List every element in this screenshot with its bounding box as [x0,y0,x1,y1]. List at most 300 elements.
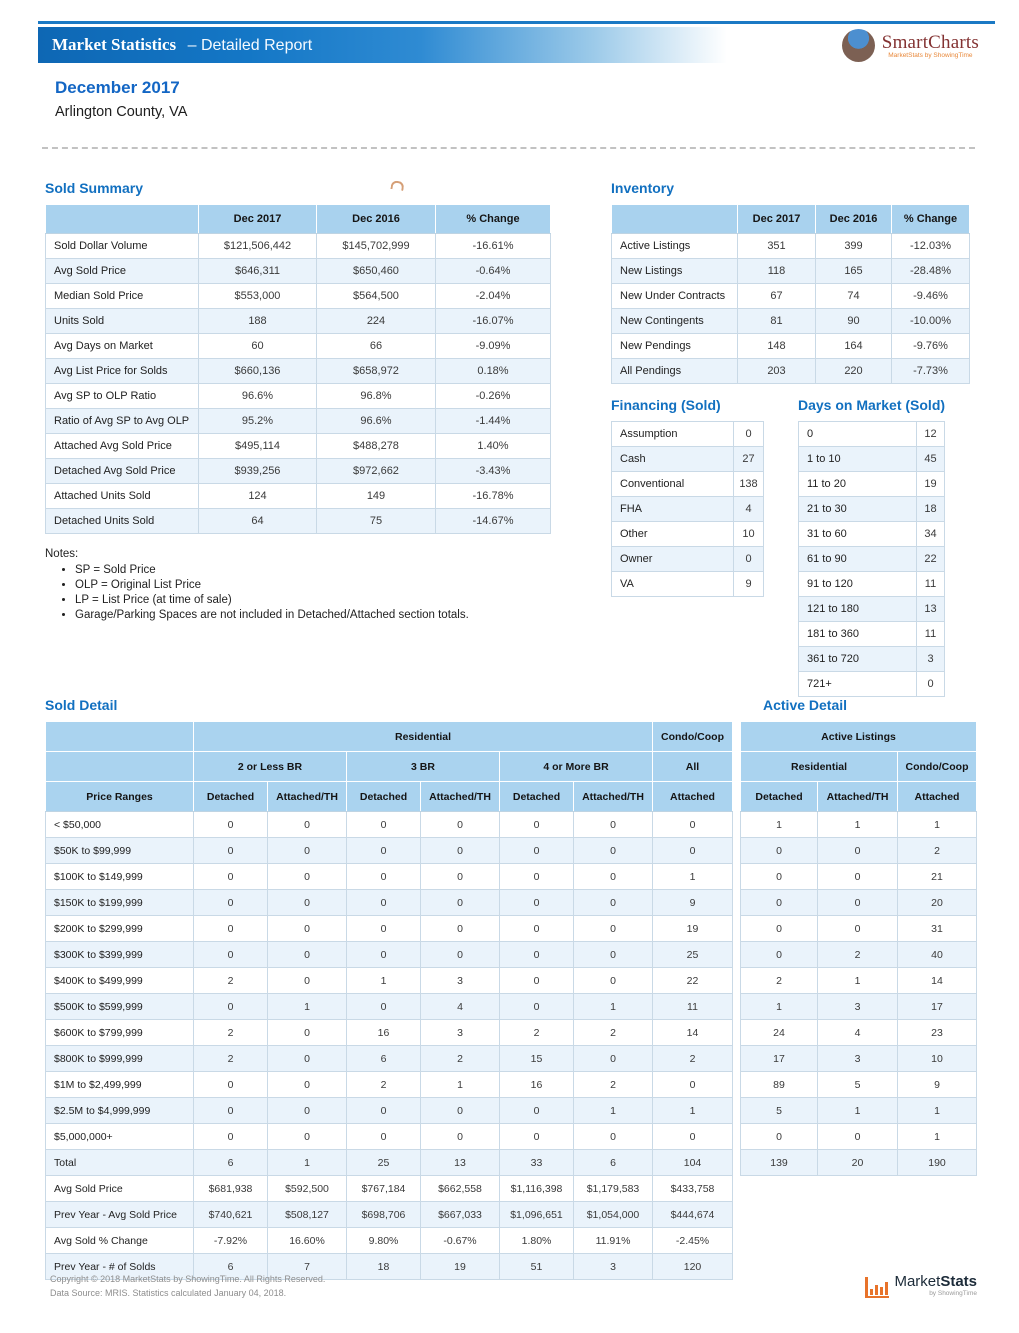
row-label: 21 to 30 [799,497,917,522]
cell-value: $658,972 [317,359,436,384]
cell-value: $564,500 [317,284,436,309]
row-label: All Pendings [612,359,738,384]
cell-value: 0 [194,1124,268,1150]
cell-value: 0 [421,916,500,942]
cell-value: -7.92% [194,1228,268,1254]
table-row [46,968,977,994]
cell-value: 27 [734,447,764,472]
cell-value [733,1124,741,1150]
cell-value: 10 [898,1046,977,1072]
cell-value: 203 [738,359,816,384]
cell-value: 224 [317,309,436,334]
marketstats-logo-text-block [894,1274,977,1298]
cell-value: 0 [194,942,268,968]
cell-value: 40 [898,942,977,968]
cell-value: 0 [194,916,268,942]
note-item: • OLP = Original List Price [75,579,557,591]
sold-summary-title: Sold Summary [45,180,144,196]
cell-value: 0 [734,422,764,447]
cell-value: 0.18% [436,359,551,384]
cell-value: -9.46% [892,284,970,309]
days-on-market-section [798,397,945,697]
cell-value: 188 [199,309,317,334]
cell-value: 11.91% [574,1228,653,1254]
table-row [46,916,977,942]
table-row [46,1176,977,1202]
cell-value: 0 [574,812,653,838]
column-header: Attached/TH [574,782,653,812]
column-header: Residential [741,752,898,782]
cell-value: $495,114 [199,434,317,459]
days-on-market-table [798,421,945,697]
column-header: Detached [194,782,268,812]
cell-value: 164 [816,334,892,359]
cell-value: 3 [574,1254,653,1280]
cell-value: 2 [347,1072,421,1098]
cell-value: -14.67% [436,509,551,534]
cell-value: $767,184 [347,1176,421,1202]
row-label: 61 to 90 [799,547,917,572]
table-row [799,472,945,497]
cell-value: 0 [268,968,347,994]
cell-value: 0 [268,890,347,916]
table-row [612,334,970,359]
table-row [46,1020,977,1046]
cell-value: 2 [194,1020,268,1046]
cell-value: -10.00% [892,309,970,334]
cell-value: 2 [818,942,898,968]
cell-value: -2.04% [436,284,551,309]
cell-value: 25 [653,942,733,968]
cell-value: $1,179,583 [574,1176,653,1202]
days-on-market-title: Days on Market (Sold) [798,397,946,413]
cell-value: $5,000,000+ [46,1124,194,1150]
cell-value [733,1046,741,1072]
active-detail-title: Active Detail [763,697,848,713]
right-column [611,180,971,697]
cell-value [733,994,741,1020]
cell-value: 0 [421,890,500,916]
row-label: Detached Avg Sold Price [46,459,199,484]
column-header: Detached [347,782,421,812]
cell-value: 16.60% [268,1228,347,1254]
row-label: Sold Dollar Volume [46,234,199,259]
cell-value: $2.5M to $4,999,999 [46,1098,194,1124]
cell-value: 0 [653,838,733,864]
table-row [46,459,551,484]
cell-value: 0 [818,1124,898,1150]
cell-value: 0 [500,916,574,942]
cell-value: 0 [574,968,653,994]
cell-value: 138 [734,472,764,497]
cell-value: 4 [818,1020,898,1046]
cell-value: 20 [818,1150,898,1176]
cell-value: 1 [347,968,421,994]
cell-value: -2.45% [653,1228,733,1254]
cell-value [733,942,741,968]
cell-value: -16.61% [436,234,551,259]
table-row [46,1098,977,1124]
cell-value: 1.40% [436,434,551,459]
cell-value: 6 [194,1254,268,1280]
column-header: Condo/Coop [898,752,977,782]
cell-value: 51 [500,1254,574,1280]
cell-value: 0 [268,1020,347,1046]
row-label: 121 to 180 [799,597,917,622]
cell-value: 2 [194,1046,268,1072]
cell-value: 149 [317,484,436,509]
table-row [46,890,977,916]
cell-value [741,1254,818,1280]
cell-value: 0 [500,890,574,916]
cell-value: $433,758 [653,1176,733,1202]
cell-value: 1 [741,994,818,1020]
row-label: 721+ [799,672,917,697]
table-row [799,447,945,472]
cell-value: 0 [421,812,500,838]
column-header: Attached [653,782,733,812]
cell-value: $121,506,442 [199,234,317,259]
cell-value [898,1202,977,1228]
row-label: Active Listings [612,234,738,259]
cell-value: 0 [917,672,945,697]
cell-value: Prev Year - Avg Sold Price [46,1202,194,1228]
cell-value: 0 [268,1124,347,1150]
cell-value: 0 [818,838,898,864]
sold-summary-table [45,204,551,534]
cell-value: -1.44% [436,409,551,434]
column-header: % Change [436,205,551,234]
cell-value: 34 [917,522,945,547]
cell-value: 0 [574,864,653,890]
cell-value: 1 [653,864,733,890]
cell-value: $1,054,000 [574,1202,653,1228]
cell-value: 64 [199,509,317,534]
cell-value: -16.07% [436,309,551,334]
left-column [45,180,557,624]
cell-value: 9.80% [347,1228,421,1254]
cell-value: 0 [347,916,421,942]
table-row [46,409,551,434]
cell-value: 45 [917,447,945,472]
cell-value: 0 [268,1098,347,1124]
cell-value: 2 [421,1046,500,1072]
cell-value: 0 [574,942,653,968]
cell-value: 1 [898,1124,977,1150]
cell-value: 75 [317,509,436,534]
cell-value: 14 [653,1020,733,1046]
notes-title: Notes: [45,548,79,560]
cell-value: $939,256 [199,459,317,484]
cell-value: 2 [741,968,818,994]
cell-value: 139 [741,1150,818,1176]
table-row [46,309,551,334]
table-row [612,497,764,522]
table-row [46,434,551,459]
cell-value: 3 [818,994,898,1020]
table-row [46,1202,977,1228]
cell-value: 2 [574,1020,653,1046]
cell-value: 2 [500,1020,574,1046]
cell-value: 165 [816,259,892,284]
cell-value [733,1254,741,1280]
cell-value: 0 [574,1046,653,1072]
marketstats-logo [865,1274,977,1298]
cell-value: 9 [734,572,764,597]
cell-value: -3.43% [436,459,551,484]
table-row [799,647,945,672]
cell-value: 3 [818,1046,898,1072]
cell-value: 1 [898,1098,977,1124]
cell-value: 5 [818,1072,898,1098]
table-row [46,812,977,838]
cell-value: 2 [653,1046,733,1072]
cell-value: 0 [194,1072,268,1098]
table-row [46,994,977,1020]
smartcharts-logo-text-block [882,32,979,59]
column-header: Detached [500,782,574,812]
cell-value: $150K to $199,999 [46,890,194,916]
cell-value [741,1228,818,1254]
cell-value: 0 [421,838,500,864]
cell-value: 220 [816,359,892,384]
table-row [612,309,970,334]
cell-value: 10 [734,522,764,547]
cell-value: 0 [818,916,898,942]
cell-value: 0 [347,994,421,1020]
cell-value [818,1176,898,1202]
cell-value: 11 [653,994,733,1020]
row-label: 0 [799,422,917,447]
cell-value: 19 [917,472,945,497]
cell-value: -9.76% [892,334,970,359]
cell-value: 0 [421,1098,500,1124]
cell-value: 1 [818,812,898,838]
cell-value: 148 [738,334,816,359]
cell-value: 0 [347,812,421,838]
column-header [612,205,738,234]
cell-value: 20 [898,890,977,916]
smartcharts-logo [842,29,979,62]
cell-value [733,1098,741,1124]
cell-value: 11 [917,572,945,597]
financing-dom-row [611,397,971,697]
table-row [612,284,970,309]
table-row [799,672,945,697]
cell-value: -28.48% [892,259,970,284]
cell-value: 1 [574,1098,653,1124]
cell-value: 0 [500,942,574,968]
top-rule [38,21,995,24]
cell-value: 67 [738,284,816,309]
cell-value: 2 [194,968,268,994]
table-row [46,864,977,890]
cell-value: 3 [421,968,500,994]
table-row [46,942,977,968]
cell-value: 0 [347,1124,421,1150]
table-row [46,838,977,864]
cell-value: 118 [738,259,816,284]
smartcharts-logo-tagline: MarketStats by ShowingTime [888,52,973,59]
cell-value: Total [46,1150,194,1176]
cell-value: 351 [738,234,816,259]
row-label: New Contingents [612,309,738,334]
row-label: Units Sold [46,309,199,334]
cell-value [733,1202,741,1228]
cell-value: $650,460 [317,259,436,284]
column-header: Detached [741,782,818,812]
cell-value [733,812,741,838]
table-row [612,472,764,497]
cell-value: 0 [194,864,268,890]
note-item: • SP = Sold Price [75,564,557,576]
cell-value: 4 [421,994,500,1020]
cell-value: 6 [347,1046,421,1072]
cell-value: 33 [500,1150,574,1176]
row-label: Owner [612,547,734,572]
cell-value: $740,621 [194,1202,268,1228]
table-row [46,334,551,359]
cell-value [733,838,741,864]
inventory-table [611,204,970,384]
table-row [612,359,970,384]
table-row [799,622,945,647]
column-header: 2 or Less BR [194,752,347,782]
row-label: New Under Contracts [612,284,738,309]
cell-value [818,1202,898,1228]
table-row [46,484,551,509]
cell-value: 22 [917,547,945,572]
cell-value: 23 [898,1020,977,1046]
cell-value: 12 [917,422,945,447]
cell-value: 0 [194,1098,268,1124]
cell-value: 0 [500,1098,574,1124]
column-header: Attached [898,782,977,812]
cell-value: 0 [818,890,898,916]
column-header: Dec 2016 [816,205,892,234]
row-label: Attached Avg Sold Price [46,434,199,459]
cell-value: 15 [500,1046,574,1072]
row-label: Avg List Price for Solds [46,359,199,384]
cell-value: 14 [898,968,977,994]
column-header [46,752,194,782]
cell-value: 0 [818,864,898,890]
marketstats-logo-name: MarketStats [894,1273,977,1290]
report-location: Arlington County, VA [55,104,188,120]
cell-value: 17 [741,1046,818,1072]
cell-value: $646,311 [199,259,317,284]
cell-value: -9.09% [436,334,551,359]
footer-data-source: Data Source: MRIS. Statistics calculated January 04, 2018. [50,1288,287,1299]
cell-value: 0 [347,864,421,890]
column-header: Attached/TH [268,782,347,812]
cell-value: 95.2% [199,409,317,434]
cell-value: 1 [898,812,977,838]
cell-value [818,1228,898,1254]
column-header: Residential [194,722,653,752]
table-row [799,497,945,522]
column-header: 4 or More BR [500,752,653,782]
cell-value: 2 [574,1072,653,1098]
note-item: • LP = List Price (at time of sale) [75,594,557,606]
table-row [799,547,945,572]
cell-value: 18 [917,497,945,522]
smartcharts-logo-name: SmartCharts [881,32,979,53]
table-row [46,1150,977,1176]
cell-value: 1 [741,812,818,838]
cell-value: 0 [574,916,653,942]
cell-value: $1M to $2,499,999 [46,1072,194,1098]
cell-value: 0 [741,942,818,968]
row-label: Other [612,522,734,547]
cell-value: 0 [268,812,347,838]
banner-title: Market Statistics [52,35,177,54]
row-label: New Pendings [612,334,738,359]
footer [50,1272,325,1301]
cell-value: 18 [347,1254,421,1280]
cell-value: 104 [653,1150,733,1176]
cell-value: 0 [500,1124,574,1150]
footer-copyright: Copyright © 2018 MarketStats by ShowingTime. All Rights Reserved. [50,1274,326,1284]
cell-value: -0.26% [436,384,551,409]
cell-value: $592,500 [268,1176,347,1202]
column-header: Dec 2017 [738,205,816,234]
cell-value: 0 [500,968,574,994]
cell-value: 0 [653,1124,733,1150]
marketstats-logo-tagline: by ShowingTime [929,1290,977,1297]
column-header [733,752,741,782]
header-separator [42,147,975,149]
row-label: Attached Units Sold [46,484,199,509]
cell-value: 19 [421,1254,500,1280]
notes-list [75,564,557,621]
cell-value: 19 [653,916,733,942]
table-row [612,234,970,259]
cell-value: 0 [268,838,347,864]
cell-value: 3 [421,1020,500,1046]
column-header: Price Ranges [46,782,194,812]
table-row [799,422,945,447]
cell-value: $662,558 [421,1176,500,1202]
table-row [612,572,764,597]
sold-detail-title: Sold Detail [45,697,118,713]
column-header: % Change [892,205,970,234]
cell-value: 1 [574,994,653,1020]
column-header: Dec 2017 [199,205,317,234]
table-row [46,509,551,534]
smartcharts-globe-icon [842,29,875,62]
cell-value: 5 [741,1098,818,1124]
cell-value: 25 [347,1150,421,1176]
row-label: VA [612,572,734,597]
row-label: 91 to 120 [799,572,917,597]
cell-value: -16.78% [436,484,551,509]
column-header: 3 BR [347,752,500,782]
table-row [46,234,551,259]
cell-value: 0 [194,838,268,864]
cell-value: 0 [741,838,818,864]
row-label: Avg Sold Price [46,259,199,284]
cell-value: 96.6% [199,384,317,409]
cell-value: $488,278 [317,434,436,459]
financing-title: Financing (Sold) [611,397,721,413]
row-label: Ratio of Avg SP to Avg OLP [46,409,199,434]
cell-value: 9 [653,890,733,916]
cell-value: 7 [268,1254,347,1280]
cell-value: $600K to $799,999 [46,1020,194,1046]
detail-section [45,697,977,1280]
cell-value: $800K to $999,999 [46,1046,194,1072]
